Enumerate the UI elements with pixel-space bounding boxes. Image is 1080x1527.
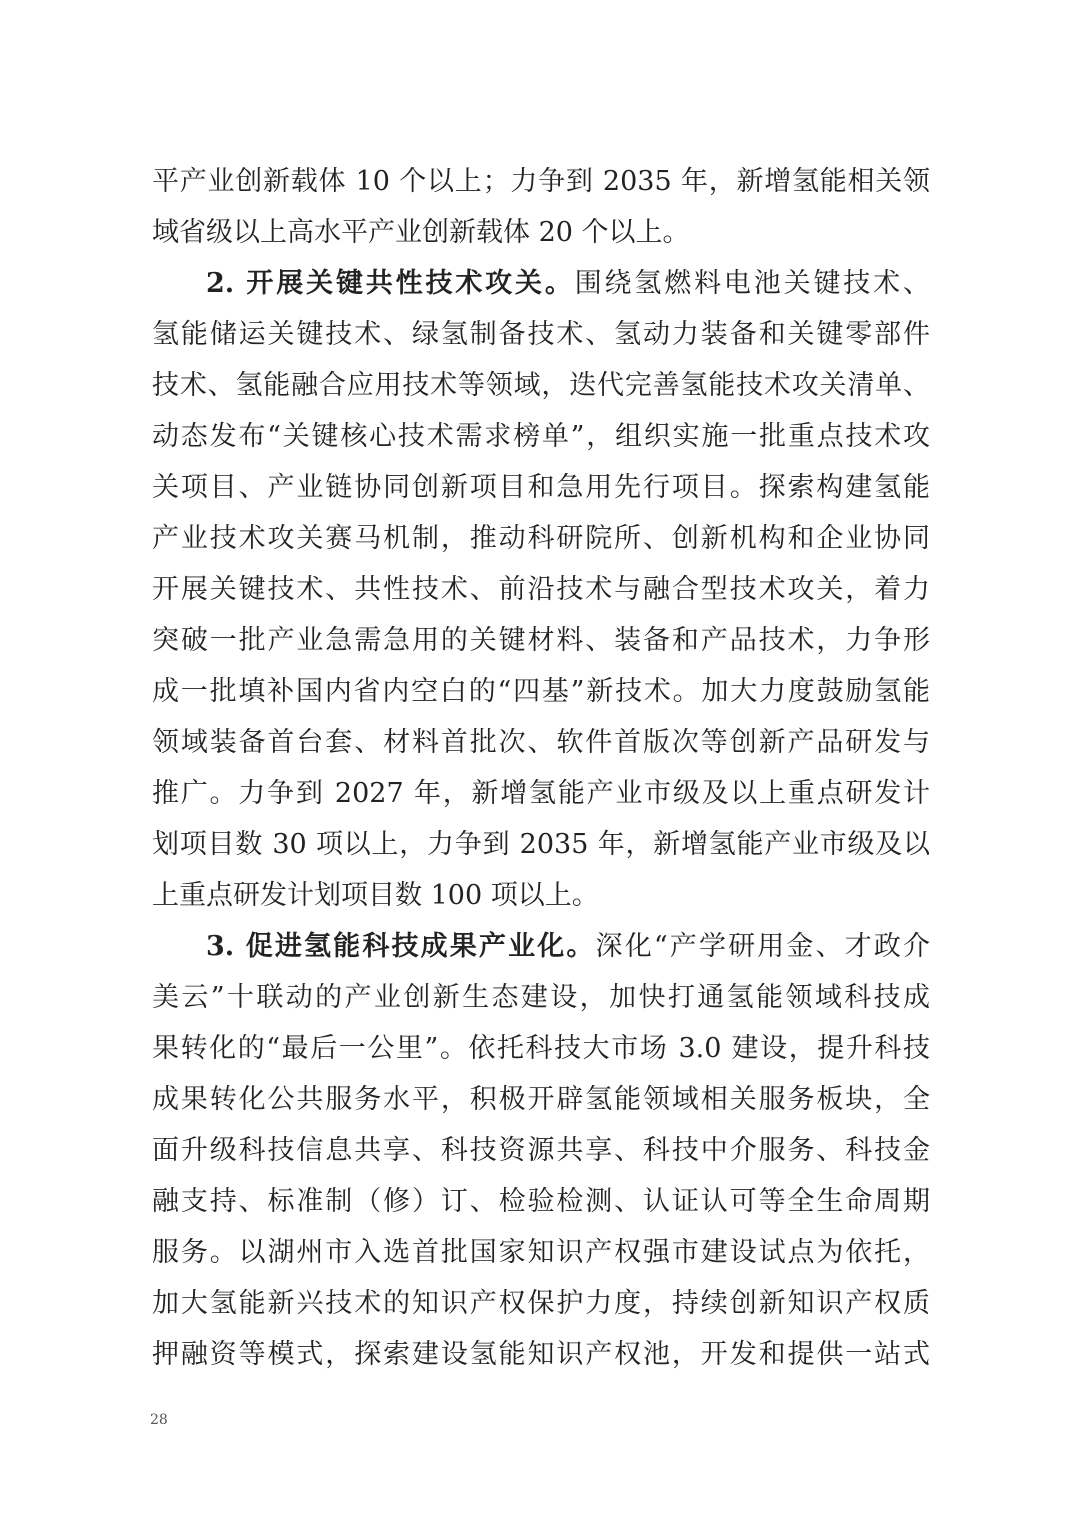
body-text	[152, 156, 930, 1380]
section-heading-2: 2. 开展关键共性技术攻关。	[206, 268, 575, 299]
text-line: 划项目数 30 项以上，力争到 2035 年，新增氢能产业市级及以	[152, 829, 930, 860]
text-line: 开展关键技术、共性技术、前沿技术与融合型技术攻关，着力	[152, 574, 930, 605]
text-line: 果转化的“最后一公里”。依托科技大市场 3.0 建设，提升科技	[152, 1033, 930, 1064]
text-line: 域省级以上高水平产业创新载体 20 个以上。	[152, 217, 690, 248]
text-line: 平产业创新载体 10 个以上；力争到 2035 年，新增氢能相关领	[152, 166, 930, 197]
text-line: 突破一批产业急需急用的关键材料、装备和产品技术，力争形	[152, 625, 930, 656]
text-line: 美云”十联动的产业创新生态建设，加快打通氢能领域科技成	[152, 982, 930, 1013]
text-line: 推广。力争到 2027 年，新增氢能产业市级及以上重点研发计	[152, 778, 930, 809]
text-line: 成果转化公共服务水平，积极开辟氢能领域相关服务板块，全	[152, 1084, 930, 1115]
heading-continuation: 深化“产学研用金、才政介	[595, 931, 930, 962]
text-line	[152, 258, 930, 309]
text-line	[152, 921, 930, 972]
text-line: 服务。以湖州市入选首批国家知识产权强市建设试点为依托，	[152, 1237, 930, 1268]
section-heading-3: 3. 促进氢能科技成果产业化。	[206, 931, 596, 962]
text-line: 关项目、产业链协同创新项目和急用先行项目。探索构建氢能	[152, 472, 930, 503]
paragraph-2	[152, 258, 930, 921]
text-line: 领域装备首台套、材料首批次、软件首版次等创新产品研发与	[152, 727, 930, 758]
text-line: 氢能储运关键技术、绿氢制备技术、氢动力装备和关键零部件	[152, 319, 930, 350]
text-line: 动态发布“关键核心技术需求榜单”，组织实施一批重点技术攻	[152, 421, 930, 452]
text-line: 技术、氢能融合应用技术等领域，迭代完善氢能技术攻关清单、	[152, 370, 930, 401]
text-line: 押融资等模式，探索建设氢能知识产权池，开发和提供一站式	[152, 1339, 930, 1370]
text-line: 面升级科技信息共享、科技资源共享、科技中介服务、科技金	[152, 1135, 930, 1166]
text-line: 产业技术攻关赛马机制，推动科研院所、创新机构和企业协同	[152, 523, 930, 554]
text-line: 上重点研发计划项目数 100 项以上。	[152, 880, 599, 911]
paragraph-3	[152, 921, 930, 1380]
text-line: 成一批填补国内省内空白的“四基”新技术。加大力度鼓励氢能	[152, 676, 930, 707]
page-number: 28	[150, 1412, 168, 1428]
text-line: 加大氢能新兴技术的知识产权保护力度，持续创新知识产权质	[152, 1288, 930, 1319]
text-line: 融支持、标准制（修）订、检验检测、认证认可等全生命周期	[152, 1186, 930, 1217]
paragraph-1	[152, 156, 930, 258]
heading-continuation: 围绕氢燃料电池关键技术、	[574, 268, 930, 299]
